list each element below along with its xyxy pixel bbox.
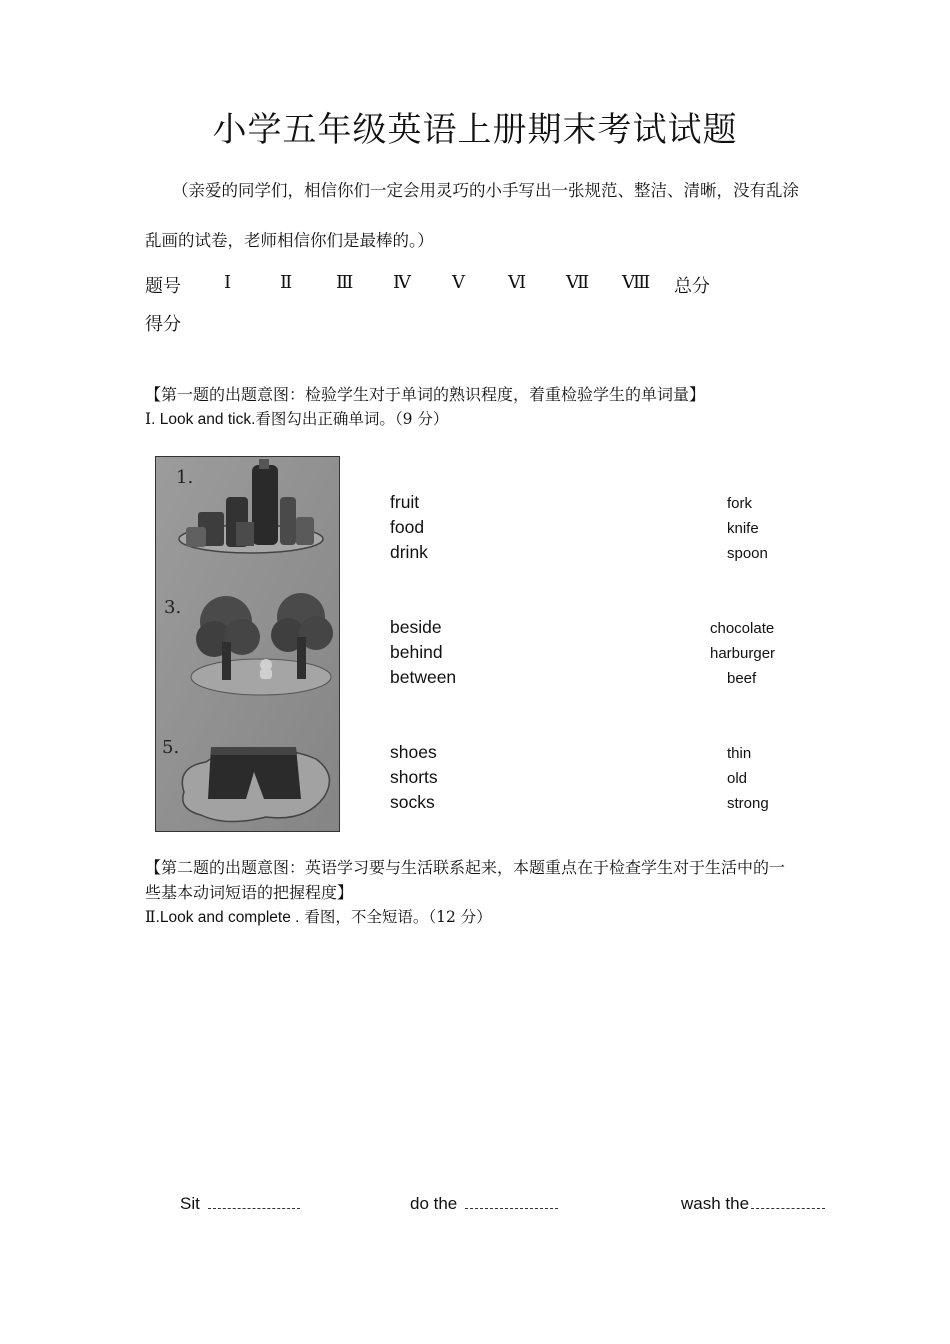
score-column-3: Ⅲ	[336, 272, 354, 293]
phrase-blank-3	[681, 1194, 825, 1214]
section1-number: Ⅰ	[145, 410, 152, 428]
question-number-label: 题号	[145, 276, 181, 297]
section1-heading-en: . Look and tick.	[151, 411, 256, 428]
word-option[interactable]: shorts	[390, 767, 438, 787]
section2-heading	[145, 905, 492, 927]
score-column-1: Ⅰ	[224, 272, 232, 293]
word-option[interactable]: knife	[727, 520, 759, 537]
word-option[interactable]: chocolate	[710, 620, 775, 637]
section2-heading-cn: 看图，不全短语。（12 分）	[304, 908, 492, 926]
section1-heading-cn: 看图勾出正确单词。（9 分）	[255, 410, 449, 428]
word-option[interactable]: beef	[727, 670, 757, 687]
word-option[interactable]: socks	[390, 792, 435, 812]
word-options-left-1	[390, 490, 428, 565]
score-column-8: Ⅷ	[622, 272, 651, 293]
word-option[interactable]: thin	[727, 745, 752, 762]
answer-blank[interactable]	[751, 1196, 825, 1209]
intro-line-1: （亲爱的同学们，相信你们一定会用灵巧的小手写出一张规范、整洁、清晰，没有乱涂	[172, 181, 799, 200]
picture-number-5: 5.	[162, 737, 180, 758]
score-column-6: Ⅵ	[508, 272, 527, 293]
word-options-right-1	[727, 491, 768, 566]
score-column-7: Ⅶ	[566, 272, 590, 293]
section2-intent-line-2: 些基本动词短语的把握程度】	[145, 883, 354, 902]
word-option[interactable]: fruit	[390, 492, 420, 512]
phrase-blank-2	[410, 1194, 558, 1214]
phrase-blank-1	[180, 1194, 300, 1214]
score-column-5: Ⅴ	[452, 272, 465, 293]
word-option[interactable]: drink	[390, 542, 428, 562]
section2-number: Ⅱ	[145, 908, 156, 926]
word-option[interactable]: behind	[390, 642, 443, 662]
section1-intent: 【第一题的出题意图：检验学生对于单词的熟识程度，着重检验学生的单词量】	[145, 385, 706, 404]
section2-heading-en: .Look and complete .	[155, 909, 300, 926]
section1-heading	[145, 407, 448, 429]
intro-line-2: 乱画的试卷，老师相信你们是最棒的。）	[145, 231, 434, 250]
word-options-left-2	[390, 615, 456, 690]
score-row-label: 得分	[145, 314, 181, 335]
phrase-label: do the	[410, 1194, 458, 1213]
word-option[interactable]: strong	[727, 795, 769, 812]
word-options-right-2	[710, 616, 775, 691]
word-option[interactable]: between	[390, 667, 457, 687]
total-score-label: 总分	[674, 276, 710, 297]
word-options-left-3	[390, 740, 438, 815]
word-option[interactable]: old	[727, 770, 748, 787]
word-option[interactable]: shoes	[390, 742, 437, 762]
word-option[interactable]: spoon	[727, 545, 768, 562]
answer-blank[interactable]	[465, 1196, 558, 1209]
phrase-label: wash the	[681, 1194, 750, 1213]
word-option[interactable]: fork	[727, 495, 753, 512]
phrase-label: Sit	[180, 1194, 200, 1213]
page-title: 小学五年级英语上册期末考试试题	[212, 110, 738, 150]
word-options-right-3	[727, 741, 769, 816]
picture-number-1: 1.	[176, 467, 194, 488]
score-column-4: Ⅳ	[393, 272, 411, 293]
word-option[interactable]: harburger	[710, 645, 776, 662]
word-option[interactable]: beside	[390, 617, 442, 637]
exercise-picture	[155, 456, 340, 832]
answer-blank[interactable]	[208, 1196, 300, 1209]
score-column-2: Ⅱ	[280, 272, 293, 293]
picture-number-3: 3.	[164, 597, 182, 618]
section2-intent-line-1: 【第二题的出题意图：英语学习要与生活联系起来，本题重点在于检查学生对于生活中的一	[145, 858, 786, 877]
word-option[interactable]: food	[390, 517, 425, 537]
